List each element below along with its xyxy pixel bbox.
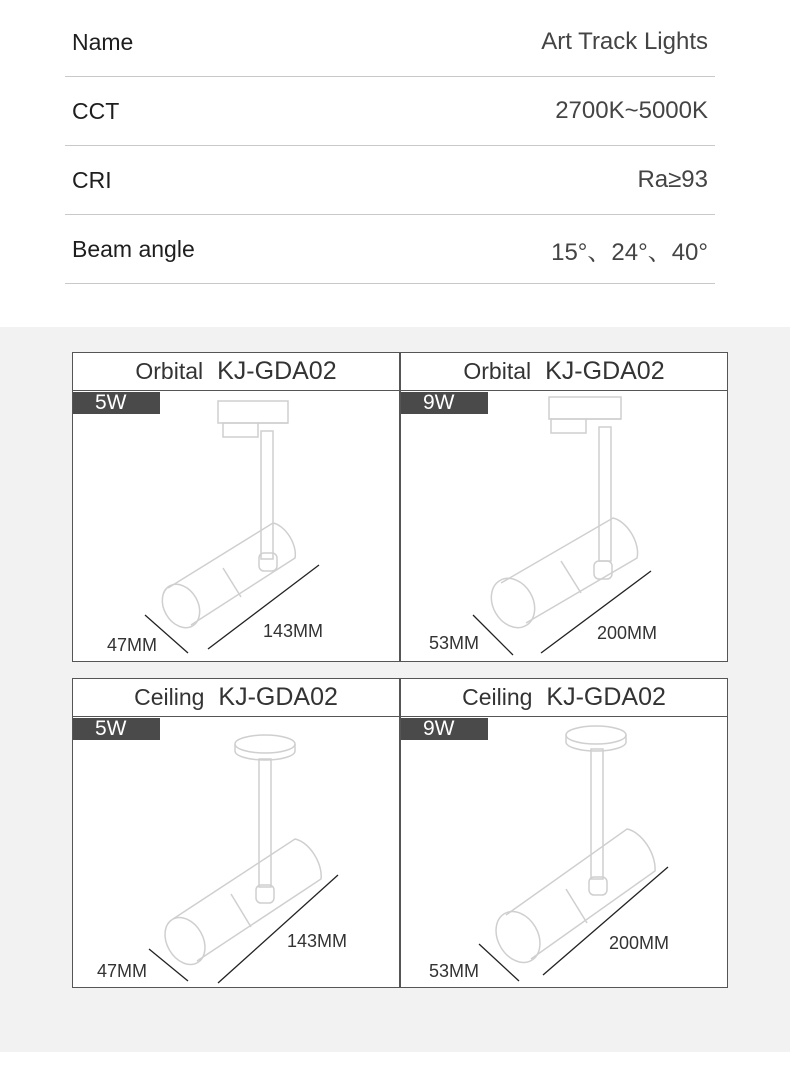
spec-value: Ra≥93 [637,166,708,193]
mount-type: Ceiling [462,684,533,710]
diameter-label: 47MM [107,635,158,655]
power-badge: 9W [401,392,488,414]
power-badge: 5W [73,392,160,414]
orbital-track-light-drawing [401,353,729,663]
model-number: KJ-GDA02 [545,357,665,385]
spec-value: Art Track Lights [541,28,708,55]
ceiling-light-drawing [73,679,401,989]
spec-row-cri [65,146,715,215]
spec-row-beam-angle [65,215,715,284]
spec-key: Beam angle [72,235,195,262]
mount-type: Ceiling [134,684,205,710]
mount-type: Orbital [135,358,204,384]
diameter-label: 53MM [429,961,480,981]
diameter-label: 47MM [97,961,148,981]
model-number: KJ-GDA02 [217,357,337,385]
product-card-ceiling-9w [400,678,728,988]
spec-key: CRI [72,166,112,193]
diameter-label: 53MM [429,633,480,653]
spec-table [65,8,715,284]
length-label: 143MM [263,621,324,641]
spec-value: 2700K~5000K [555,97,708,124]
spec-row-cct [65,77,715,146]
power-badge: 5W [73,718,160,740]
spec-key: CCT [72,97,120,124]
model-number: KJ-GDA02 [218,683,338,711]
product-card-orbital-9w [400,352,728,662]
spec-key: Name [72,28,134,55]
length-label: 143MM [287,931,348,951]
spec-row-name [65,8,715,77]
mount-type: Orbital [463,358,532,384]
length-label: 200MM [609,933,670,953]
length-label: 200MM [597,623,658,643]
ceiling-light-drawing [401,679,729,989]
product-card-orbital-5w [72,352,400,662]
model-number: KJ-GDA02 [546,683,666,711]
orbital-track-light-drawing [73,353,401,663]
bottom-strip [0,1052,790,1066]
spec-value: 15°、24°、40° [551,238,708,266]
product-card-ceiling-5w [72,678,400,988]
power-badge: 9W [401,718,488,740]
